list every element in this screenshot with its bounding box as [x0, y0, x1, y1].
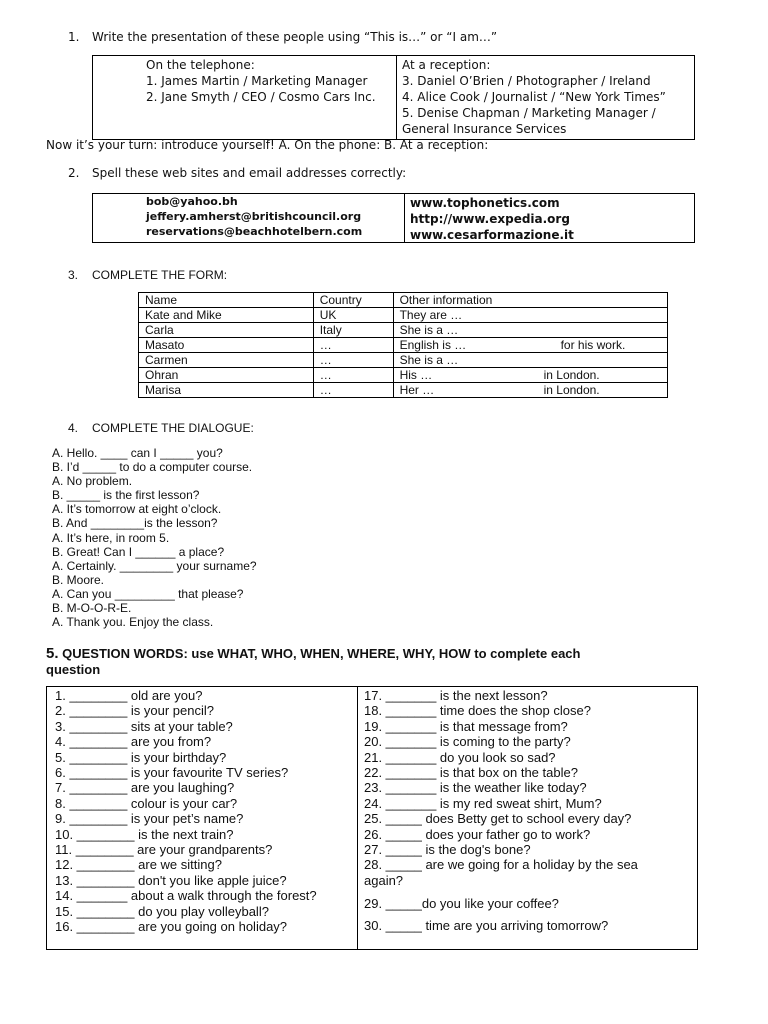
question-item: 6. ________ is your favourite TV series? — [55, 765, 289, 781]
complete-the-form-table — [138, 292, 668, 398]
email-address: jeffery.amherst@britishcouncil.org — [146, 210, 362, 223]
dialogue-line: B. And ________is the lesson? — [52, 516, 218, 531]
cell-line: At a reception: — [402, 58, 491, 72]
form-country-cell: UK — [313, 308, 393, 323]
form-info-text: His … — [399, 367, 433, 382]
web-site: www.cesarformazione.it — [410, 228, 574, 242]
form-info-text: Her … — [399, 382, 435, 397]
dialogue-lines — [52, 446, 257, 629]
email-address: bob@yahoo.bh — [146, 195, 238, 208]
form-header-row — [139, 293, 668, 308]
question-item: 23. _______ is the weather like today? — [364, 780, 587, 796]
question-item: 22. _______ is that box on the table? — [364, 765, 578, 781]
question-item: 16. ________ are you going on holiday? — [55, 919, 288, 935]
form-info-cell — [393, 353, 667, 368]
form-header-cell: Name — [139, 293, 314, 308]
question-5-title: QUESTION WORDS: use WHAT, WHO, WHEN, WHERE, WHY, HOW to complete each — [62, 646, 581, 661]
dialogue-line: A. Thank you. Enjoy the class. — [52, 615, 214, 630]
question-item: 26. _____ does your father go to work? — [364, 826, 591, 842]
email-address: reservations@beachhotelbern.com — [146, 225, 363, 238]
form-info-suffix: for his work. — [560, 337, 626, 352]
dialogue-line: B. Great! Can I ______ a place? — [52, 544, 225, 559]
web-sites-cell — [410, 195, 574, 243]
question-item: 27. _____ is the dog's bone? — [364, 842, 531, 858]
question-item: again? — [364, 872, 404, 888]
cell-line: 1. James Martin / Marketing Manager — [146, 74, 368, 88]
cell-line: 3. Daniel O’Brien / Photographer / Ireland — [402, 74, 651, 88]
form-row — [139, 353, 668, 368]
form-name-cell: Kate and Mike — [139, 308, 314, 323]
question-item: 1. ________ old are you? — [55, 688, 203, 703]
form-info-text: She is a … — [399, 322, 459, 337]
your-turn-instruction: Now it’s your turn: introduce yourself! A. On the phone: B. At a reception: — [46, 138, 489, 152]
question-3-title: COMPLETE THE FORM: — [92, 268, 228, 282]
form-country-cell: … — [313, 368, 393, 383]
telephone-cell — [146, 57, 376, 105]
question-item: 25. _____ does Betty get to school every day? — [364, 811, 632, 827]
question-item: 11. ________ are your grandparents? — [55, 842, 273, 858]
question-item: 9. ________ is your pet’s name? — [55, 811, 244, 827]
table-divider — [357, 687, 358, 949]
table-divider — [396, 56, 397, 139]
dialogue-line: B. Moore. — [52, 572, 105, 587]
question-item: 2. ________ is your pencil? — [55, 703, 215, 719]
question-4-number: 4. — [68, 421, 79, 435]
form-name-cell: Marisa — [139, 383, 314, 398]
form-info-suffix: in London. — [543, 367, 600, 382]
dialogue-line: A. It’s tomorrow at eight o’clock. — [52, 502, 222, 517]
question-item: 4. ________ are you from? — [55, 734, 212, 750]
cell-line: 2. Jane Smyth / CEO / Cosmo Cars Inc. — [146, 90, 376, 104]
dialogue-line: A. It’s here, in room 5. — [52, 530, 170, 545]
form-row — [139, 308, 668, 323]
form-info-suffix: in London. — [543, 382, 600, 397]
question-1-number: 1. — [68, 30, 80, 44]
question-item: 17. _______ is the next lesson? — [364, 688, 548, 703]
question-words-table — [46, 686, 698, 950]
form-name-cell: Masato — [139, 338, 314, 353]
question-4-title: COMPLETE THE DIALOGUE: — [92, 421, 254, 435]
question-5-number: 5. — [46, 645, 59, 662]
question-item: 20. _______ is coming to the party? — [364, 734, 571, 750]
presentation-table — [92, 55, 695, 140]
question-item: 29. _____do you like your coffee? — [364, 896, 559, 911]
form-header-cell: Other information — [393, 293, 667, 308]
form-info-cell — [393, 368, 667, 383]
question-item: 24. _______ is my red sweat shirt, Mum? — [364, 795, 602, 811]
question-item: 19. _______ is that message from? — [364, 718, 568, 734]
question-2-number: 2. — [68, 166, 80, 180]
form-name-cell: Carmen — [139, 353, 314, 368]
form-info-text: They are … — [399, 307, 463, 322]
form-info-cell — [393, 308, 667, 323]
form-info-text: She is a … — [399, 352, 459, 367]
cell-line: 5. Denise Chapman / Marketing Manager / — [402, 106, 656, 120]
question-5-heading — [46, 645, 580, 662]
form-row — [139, 383, 668, 398]
form-country-cell: … — [313, 338, 393, 353]
question-item: 12. ________ are we sitting? — [55, 857, 222, 873]
form-info-cell — [393, 338, 667, 353]
question-item: 15. ________ do you play volleyball? — [55, 903, 269, 919]
cell-line: 4. Alice Cook / Journalist / “New York Times” — [402, 90, 666, 104]
form-country-cell: … — [313, 353, 393, 368]
question-item: 5. ________ is your birthday? — [55, 749, 227, 765]
form-name-cell: Carla — [139, 323, 314, 338]
cell-line: General Insurance Services — [402, 122, 567, 136]
dialogue-line: A. Hello. ____ can I _____ you? — [52, 446, 223, 460]
question-item: 8. ________ colour is your car? — [55, 795, 238, 811]
form-row — [139, 368, 668, 383]
questions-1-16 — [55, 688, 317, 935]
form-info-cell — [393, 383, 667, 398]
dialogue-line: A. Can you _________ that please? — [52, 586, 244, 601]
form-row — [139, 338, 668, 353]
question-item: 10. ________ is the next train? — [55, 826, 234, 842]
web-site: www.tophonetics.com — [410, 196, 560, 210]
question-2-title: Spell these web sites and email addresses correctly: — [92, 166, 407, 180]
question-item: 13. ________ don't you like apple juice? — [55, 872, 287, 888]
form-info-cell — [393, 323, 667, 338]
dialogue-line: B. I’d _____ to do a computer course. — [52, 460, 253, 475]
question-item: 21. _______ do you look so sad? — [364, 749, 556, 765]
dialogue-line: B. _____ is the first lesson? — [52, 488, 200, 503]
form-header-cell: Country — [313, 293, 393, 308]
table-divider — [404, 194, 405, 242]
form-info-text: English is … — [399, 337, 467, 352]
web-addresses-table — [92, 193, 695, 243]
form-name-cell: Ohran — [139, 368, 314, 383]
dialogue-line: A. Certainly. ________ your surname? — [52, 558, 257, 573]
question-item: 7. ________ are you laughing? — [55, 780, 235, 796]
question-item: 14. _______ about a walk through the forest? — [55, 888, 317, 904]
reception-cell — [402, 57, 666, 137]
form-country-cell: Italy — [313, 323, 393, 338]
questions-17-28 — [364, 688, 638, 888]
form-row — [139, 323, 668, 338]
question-item: 28. _____ are we going for a holiday by the sea — [364, 857, 638, 873]
cell-line: On the telephone: — [146, 58, 255, 72]
email-addresses-cell — [146, 194, 362, 239]
question-1-title: Write the presentation of these people using “This is…” or “I am…” — [92, 30, 498, 44]
question-5-title-continued: question — [46, 662, 101, 677]
question-item: 3. ________ sits at your table? — [55, 718, 233, 734]
question-item: 30. _____ time are you arriving tomorrow? — [364, 918, 609, 933]
questions-29-30 — [364, 893, 608, 937]
question-item: 18. _______ time does the shop close? — [364, 703, 591, 719]
dialogue-line: B. M-O-O-R-E. — [52, 601, 132, 616]
form-country-cell: … — [313, 383, 393, 398]
question-3-number: 3. — [68, 268, 79, 282]
web-site: http://www.expedia.org — [410, 212, 570, 226]
dialogue-line: A. No problem. — [52, 474, 133, 489]
